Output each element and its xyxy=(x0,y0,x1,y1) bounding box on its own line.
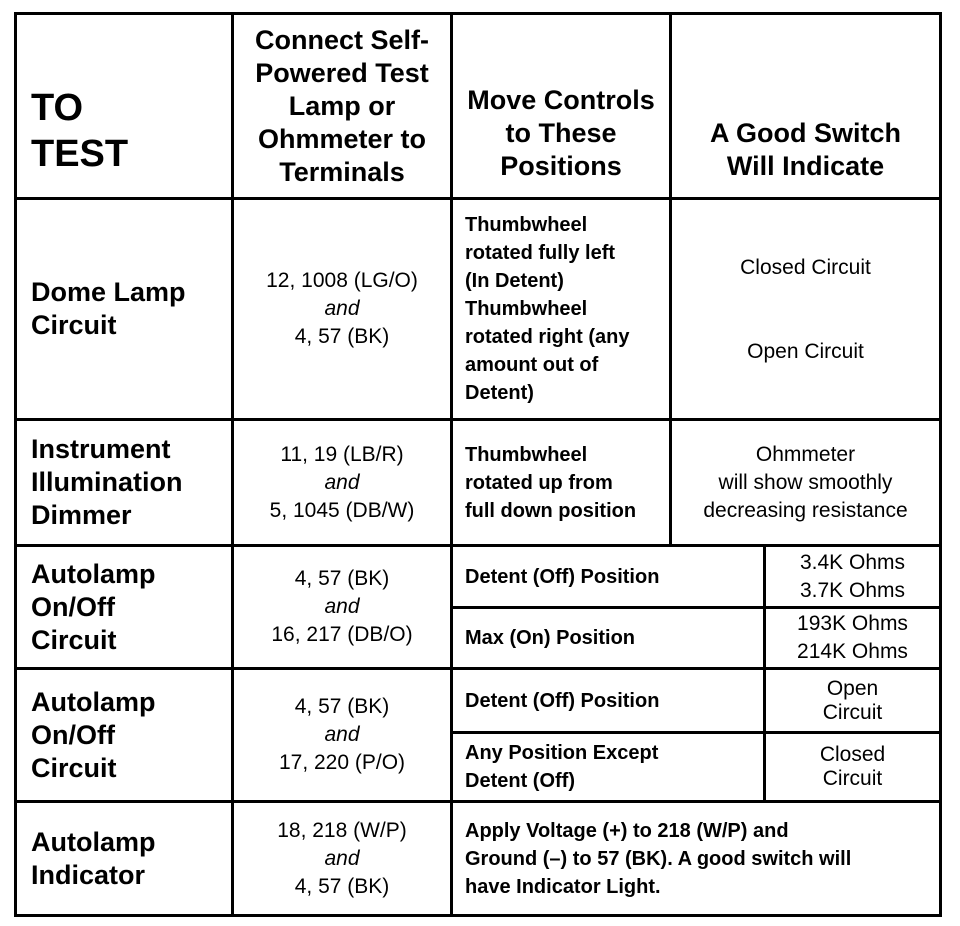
terminals-dome-lamp xyxy=(231,197,453,421)
row-label-autolamp-indicator xyxy=(14,800,234,917)
row-label-dome-lamp xyxy=(14,197,234,421)
result-closed-circuit: Closed Circuit xyxy=(740,256,871,279)
result-line: Circuit xyxy=(822,767,883,790)
position-any-except-detent xyxy=(450,731,766,803)
terminal-line: 16, 217 (DB/O) xyxy=(271,623,413,646)
row-label-line: Autolamp xyxy=(31,558,156,589)
row-label-line: Indicator xyxy=(31,859,146,890)
result-dome-lamp xyxy=(669,197,942,421)
row-label-line: On/Off xyxy=(31,719,115,750)
terminals-autolamp-on-off-1 xyxy=(231,544,453,670)
header-connect-line: Connect Self- xyxy=(254,24,429,55)
result-detent-off-ohms xyxy=(763,544,942,609)
row-label-line: Instrument xyxy=(31,434,171,464)
instruction-line: Detent (Off) Position xyxy=(465,689,660,712)
result-line: 3.7K Ohms xyxy=(799,578,906,602)
instruction-line: (In Detent) xyxy=(465,270,564,292)
positions-dome-lamp xyxy=(450,197,672,421)
terminal-line: 18, 218 (W/P) xyxy=(277,818,407,842)
position-detent-off xyxy=(450,544,766,609)
row-label-line: Circuit xyxy=(31,310,117,340)
row-label-line: Autolamp xyxy=(31,686,156,717)
result-line: Circuit xyxy=(822,700,883,724)
header-connect-line: Lamp or xyxy=(288,90,396,121)
instruction-line: full down position xyxy=(465,499,637,522)
terminal-and: and xyxy=(324,846,360,870)
header-good-line: A Good Switch xyxy=(710,118,901,148)
instruction-line: Thumbwheel xyxy=(465,443,588,466)
instruction-line: Ground (–) to 57 (BK). A good switch will xyxy=(465,847,852,870)
header-connect-line: Powered Test xyxy=(255,57,429,88)
result-max-on-ohms xyxy=(763,606,942,670)
instruction-line: have Indicator Light. xyxy=(465,875,661,898)
instruction-autolamp-indicator xyxy=(450,800,942,917)
instruction-line: rotated right (any xyxy=(465,326,630,348)
instruction-line: Detent (Off) Position xyxy=(465,565,660,588)
result-line: decreasing resistance xyxy=(703,498,908,522)
header-good-switch xyxy=(669,12,942,200)
position-detent-off-2 xyxy=(450,667,766,734)
instruction-line: Max (On) Position xyxy=(465,627,635,649)
header-connect-line: Ohmmeter to xyxy=(257,123,427,154)
result-line: Closed xyxy=(819,743,886,766)
instruction-line: Apply Voltage (+) to 218 (W/P) and xyxy=(465,819,789,842)
instruction-line: Detent) xyxy=(465,382,534,404)
row-label-autolamp-on-off-2 xyxy=(14,667,234,803)
terminal-and: and xyxy=(324,595,360,618)
header-move-line: Move Controls xyxy=(467,85,655,115)
instruction-line: Any Position Except xyxy=(465,742,659,764)
instruction-line: Detent (Off) xyxy=(465,770,575,792)
terminal-and: and xyxy=(324,723,360,746)
header-move-controls xyxy=(450,12,672,200)
result-line: Open xyxy=(826,676,879,700)
terminals-autolamp-on-off-2 xyxy=(231,667,453,803)
row-label-line: On/Off xyxy=(31,591,115,622)
terminal-line: 12, 1008 (LG/O) xyxy=(266,269,418,292)
header-connect-terminals xyxy=(231,12,453,200)
terminal-and: and xyxy=(324,297,360,320)
result-open-circuit-2 xyxy=(763,667,942,734)
instruction-line: Thumbwheel xyxy=(465,298,588,320)
row-label-autolamp-on-off-1 xyxy=(14,544,234,670)
header-to-test-line: TEST xyxy=(31,133,129,175)
instruction-line: rotated fully left xyxy=(465,242,616,264)
positions-instrument-illumination xyxy=(450,418,672,547)
terminal-line: 4, 57 (BK) xyxy=(294,695,390,718)
terminal-line: 4, 57 (BK) xyxy=(294,874,390,898)
instruction-line: rotated up from xyxy=(465,471,613,494)
result-line: 193K Ohms xyxy=(797,612,908,635)
result-line: 3.4K Ohms xyxy=(799,550,906,574)
result-line: will show smoothly xyxy=(718,470,893,494)
row-label-line: Autolamp xyxy=(31,826,156,857)
row-label-line: Circuit xyxy=(31,752,117,783)
header-good-line: Will Indicate xyxy=(726,151,885,181)
row-label-instrument-illumination xyxy=(14,418,234,547)
row-label-line: Illumination xyxy=(31,467,183,497)
terminal-line: 17, 220 (P/O) xyxy=(278,751,406,774)
header-connect-line: Terminals xyxy=(279,156,405,187)
row-label-line: Dimmer xyxy=(31,500,132,530)
result-closed-circuit-2 xyxy=(763,731,942,803)
header-to-test-line: TO xyxy=(31,87,84,129)
terminal-line: 5, 1045 (DB/W) xyxy=(269,498,415,522)
header-move-line: to These xyxy=(505,118,617,148)
header-to-test xyxy=(14,12,234,200)
instruction-line: amount out of xyxy=(465,354,599,376)
result-instrument-illumination xyxy=(669,418,942,547)
terminals-autolamp-indicator xyxy=(231,800,453,917)
result-line: 214K Ohms xyxy=(797,640,908,663)
terminal-line: 11, 19 (LB/R) xyxy=(280,442,404,466)
result-line: Ohmmeter xyxy=(755,442,856,466)
terminals-instrument-illumination xyxy=(231,418,453,547)
position-max-on xyxy=(450,606,766,670)
header-move-line: Positions xyxy=(500,151,622,181)
row-label-line: Circuit xyxy=(31,624,117,655)
terminal-line: 4, 57 (BK) xyxy=(294,567,390,590)
result-open-circuit: Open Circuit xyxy=(747,340,864,363)
instruction-line: Thumbwheel xyxy=(465,214,588,236)
terminal-and: and xyxy=(324,470,360,494)
row-label-line: Dome Lamp xyxy=(31,277,186,307)
terminal-line: 4, 57 (BK) xyxy=(294,325,390,348)
